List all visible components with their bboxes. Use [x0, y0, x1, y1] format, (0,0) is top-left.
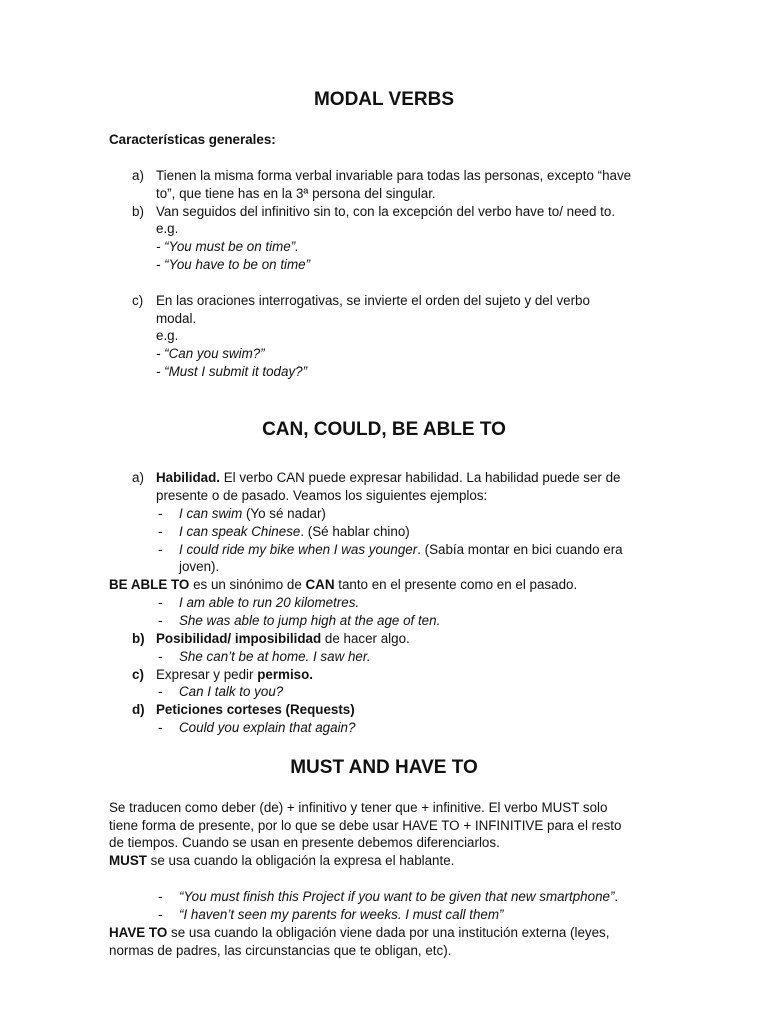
example-text	[179, 541, 623, 559]
list-item-text: presente o de pasado. Veamos los siguientes ejemplos:	[156, 488, 488, 503]
section-heading: Características generales:	[109, 132, 276, 147]
term-bold: Habilidad.	[156, 470, 220, 485]
list-item-text: to”, que tiene has en la 3ª persona del singular.	[156, 186, 436, 201]
example-text: She was able to jump high at the age of ten.	[179, 613, 441, 628]
example-text: - “You have to be on time”	[156, 257, 311, 272]
example-text: - “Can you swim?”	[156, 346, 265, 361]
list-marker: c)	[132, 293, 144, 308]
dash-bullet: -	[158, 889, 163, 904]
dash-bullet: -	[158, 506, 163, 521]
text-span: El verbo CAN puede expresar habilidad. La habilidad puede ser de	[220, 470, 621, 485]
example-text: Could you explain that again?	[179, 720, 356, 735]
paragraph-line: tiene forma de presente, por lo que se debe usar HAVE TO + INFINITIVE para el resto	[109, 818, 622, 833]
italic-span: I can speak Chinese	[179, 524, 301, 539]
page-title: MODAL VERBS	[313, 89, 455, 110]
list-marker: d)	[132, 702, 145, 717]
text-span: Expresar y pedir	[156, 667, 258, 682]
term-bold: BE ABLE TO	[109, 577, 190, 592]
section-title: MUST AND HAVE TO	[290, 757, 478, 778]
term-bold: permiso.	[257, 667, 314, 682]
list-marker: a)	[132, 168, 144, 183]
example-text: I am able to run 20 kilometres.	[179, 595, 360, 610]
example-text: “I haven’t seen my parents for weeks. I must call them”	[179, 907, 504, 922]
example-text: She can’t be at home. I saw her.	[179, 649, 371, 664]
dash-bullet: -	[158, 542, 163, 557]
paragraph-line: Se traducen como deber (de) + infinitivo y tener que + infinitive. El verbo MUST solo	[109, 800, 608, 815]
dash-bullet: -	[158, 649, 163, 664]
term-bold: HAVE TO	[109, 925, 168, 940]
list-marker: b)	[132, 204, 144, 219]
paragraph	[109, 576, 577, 594]
list-marker: a)	[132, 470, 144, 485]
paragraph-line: normas de padres, las circunstancias que te obligan, etc).	[109, 943, 452, 958]
italic-span: I can swim	[179, 506, 243, 521]
dash-bullet: -	[158, 613, 163, 628]
list-item-text: Van seguidos del infinitivo sin to, con la excepción del verbo have to/ need to.	[156, 204, 616, 219]
example-text: Can I talk to you?	[179, 684, 284, 699]
text-span: (Yo sé nadar)	[242, 506, 326, 521]
dash-bullet: -	[158, 595, 163, 610]
list-item-text	[156, 630, 410, 648]
example-text: - “You must be on time”.	[156, 239, 299, 254]
dash-bullet: -	[158, 524, 163, 539]
italic-span: “You must finish this Project if you want to be given that new smartphone”	[179, 889, 615, 904]
list-marker: c)	[132, 667, 144, 682]
list-item-text: Peticiones corteses (Requests)	[156, 702, 355, 717]
paragraph-line: de tiempos. Cuando se usan en presente debemos diferenciarlos.	[109, 835, 500, 850]
text-span: . (Sé hablar chino)	[300, 524, 410, 539]
example-text	[179, 888, 618, 906]
dash-bullet: -	[158, 907, 163, 922]
list-item-text	[156, 469, 621, 487]
example-text	[179, 523, 410, 541]
text-span: es un sinónimo de	[189, 577, 306, 592]
list-item-text: modal.	[156, 311, 197, 326]
dash-bullet: -	[158, 720, 163, 735]
term-bold: Posibilidad/ imposibilidad	[156, 631, 322, 646]
example-text: joven).	[179, 559, 220, 574]
list-marker: b)	[132, 631, 145, 646]
example-label: e.g.	[156, 328, 179, 343]
paragraph-line	[109, 852, 454, 870]
example-label: e.g.	[156, 221, 179, 236]
text-span: tanto en el presente como en el pasado.	[334, 577, 578, 592]
text-span: se usa cuando la obligación viene dada por una institución externa (leyes,	[167, 925, 610, 940]
list-item-text: Tienen la misma forma verbal invariable para todas las personas, excepto “have	[156, 168, 632, 183]
term-bold: MUST	[109, 853, 147, 868]
example-text	[179, 505, 326, 523]
italic-span: I could ride my bike when I was younger	[179, 542, 418, 557]
list-item-text: En las oraciones interrogativas, se invierte el orden del sujeto y del verbo	[156, 293, 590, 308]
dash-bullet: -	[158, 684, 163, 699]
text-span: . (Sabía montar en bici cuando era	[417, 542, 623, 557]
text-span: de hacer algo.	[321, 631, 410, 646]
text-span: .	[614, 889, 619, 904]
text-span: se usa cuando la obligación la expresa el hablante.	[146, 853, 455, 868]
example-text: - “Must I submit it today?”	[156, 364, 308, 379]
section-title: CAN, COULD, BE ABLE TO	[262, 419, 506, 440]
term-bold: CAN	[305, 577, 335, 592]
list-item-text	[156, 666, 313, 684]
paragraph-line	[109, 924, 609, 942]
